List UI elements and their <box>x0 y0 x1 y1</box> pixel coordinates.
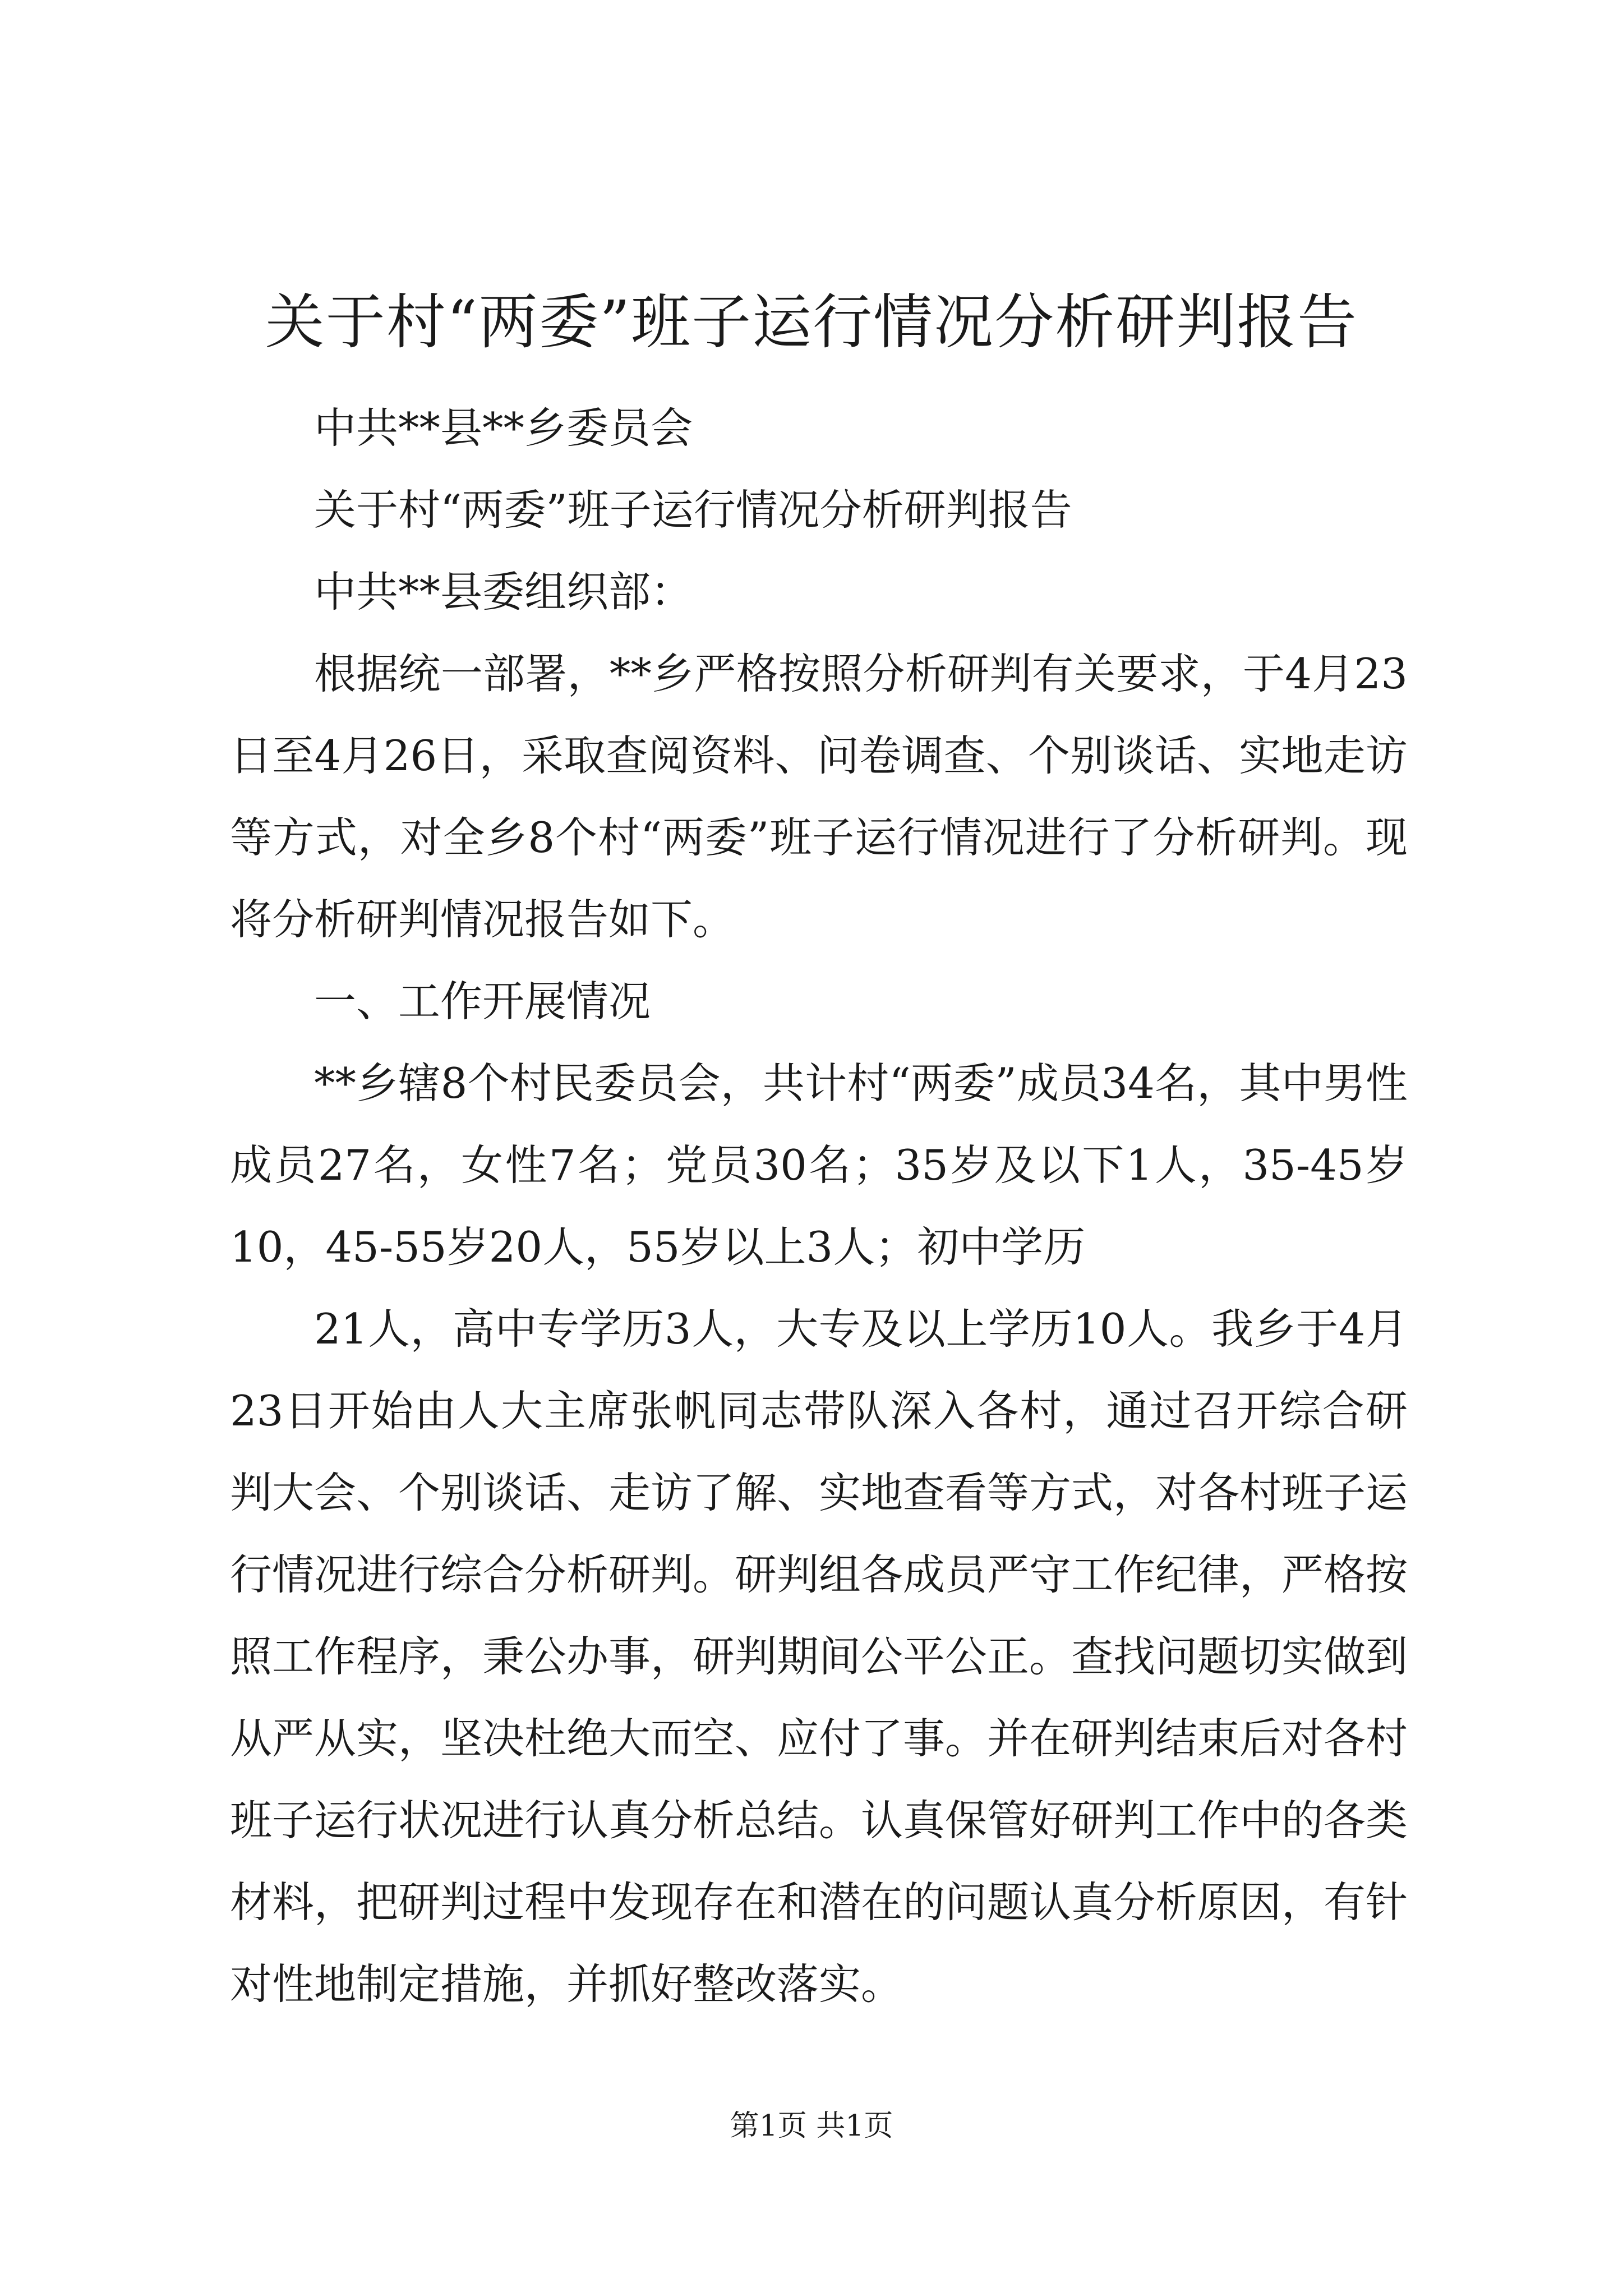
document-body <box>230 387 1408 2025</box>
work-paragraph: 21人，高中专学历3人，大专及以上学历10人。我乡于4月23日开始由人大主席张帆同志带队深入各村，通过召开综合研判大会、个别谈话、走访了解、实地查看等方式，对各村班子运行情况进行综合分析研判。研判组各成员严守工作纪律，严格按照工作程序，秉公办事，研判期间公平公正。查找问题切实做到从严从实，坚决杜绝大而空、应付了事。并在研判结束后对各村班子运行状况进行认真分析总结。认真保管好研判工作中的各类材料，把研判过程中发现存在和潜在的问题认真分析原因，有针对性地制定措施，并抓好整改落实。 <box>230 1304 1408 2009</box>
document-title: 关于村“两委”班子运行情况分析研判报告 <box>265 288 1358 357</box>
page-footer: 第1页 共1页 <box>730 2109 893 2143</box>
report-subtitle: 关于村“两委”班子运行情况分析研判报告 <box>314 485 1072 535</box>
statistics-paragraph: **乡辖8个村民委员会，共计村“两委”成员34名，其中男性成员27名，女性7名；党员30名；35岁及以下1人，35-45岁10，45-55岁20人，55岁以上3人；初中学历 <box>230 1059 1408 1272</box>
recipient-line: 中共**县委组织部： <box>314 567 693 616</box>
sender-line: 中共**县**乡委员会 <box>314 403 693 453</box>
intro-paragraph: 根据统一部署，**乡严格按照分析研判有关要求，于4月23日至4月26日，采取查阅资料、问卷调查、个别谈话、实地走访等方式，对全乡8个村“两委”班子运行情况进行了分析研判。现将分析研判情况报告如下。 <box>230 649 1408 944</box>
section-heading: 一、工作开展情况 <box>314 977 651 1026</box>
